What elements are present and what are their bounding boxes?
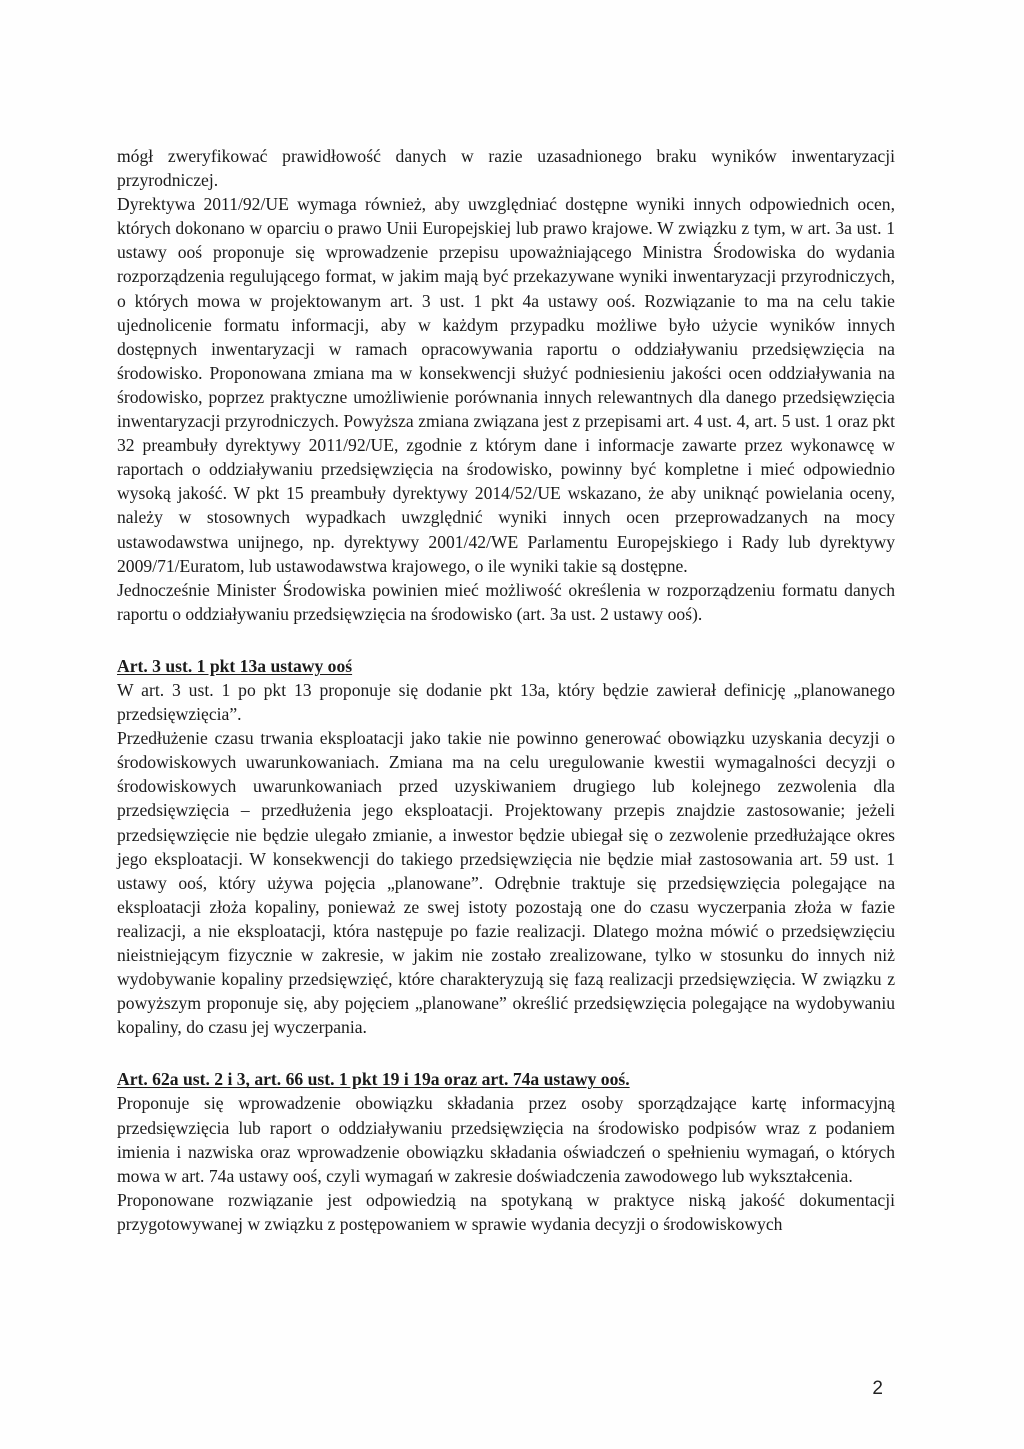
section-heading: Art. 3 ust. 1 pkt 13a ustawy ooś — [117, 655, 353, 676]
paragraph: Proponuje się wprowadzenie obowiązku składania przez osoby sporządzające kartę informacyjną przedsięwzięcia lub raport o oddziaływaniu przedsięwzięcia na środowisko podpisów wraz z podaniem imienia i nazwiska oraz wprowadzenie obowiązku składania oświadczeń o spełnieniu wymagań, o których mowa w art. 74a ustawy ooś, czyli wymagań w zakresie doświadczenia zawodowego lub wykształcenia. — [117, 1093, 895, 1186]
page-number: 2 — [872, 1378, 883, 1399]
paragraph: W art. 3 ust. 1 po pkt 13 proponuje się dodanie pkt 13a, który będzie zawierał definicję „planowanego przedsięwzięcia”. — [117, 679, 895, 725]
section-heading: Art. 62a ust. 2 i 3, art. 66 ust. 1 pkt 19 i 19a oraz art. 74a ustawy ooś. — [117, 1069, 630, 1090]
paragraph: Proponowane rozwiązanie jest odpowiedzią na spotykaną w praktyce niską jakość dokumentacji przygotowywanej w związku z postępowaniem w sprawie wydania decyzji o środowiskowych — [117, 1189, 895, 1234]
paragraph: Przedłużenie czasu trwania eksploatacji jako takie nie powinno generować obowiązku uzyskania decyzji o środowiskowych uwarunkowaniach. Zmiana ma na celu uregulowanie kwestii wymagalności decyzji o środowiskowych uwarunkowaniach przed uzyskiwaniem drugiego lub kolejnego zezwolenia dla przedsięwzięcia – przedłużenia jego eksploatacji. Projektowany przepis znajdzie zastosowanie; jeżeli przedsięwzięcie nie będzie ulegało zmianie, a inwestor będzie ubiegał się o zezwolenie przedłużające okres jego eksploatacji. W konsekwencji do takiego przedsięwzięcia nie będzie miał zastosowania art. 59 ust. 1 ustawy ooś, który używa pojęcia „planowane”. Odrębnie traktuje się przedsięwzięcia polegające na eksploatacji złoża kopaliny, ponieważ ze swej istoty pozostają one do czasu wyczerpania złoża w fazie realizacji, a nie eksploatacji, która następuje po fazie realizacji. Dlatego można mówić o przedsięwzięciu nieistniejącym fizycznie w zakresie, w jakim nie zostało zrealizowane, tylko w stosunku do innych niż wydobywanie kopaliny przedsięwzięć, które charakteryzują się fazą realizacji przedsięwzięcia. W związku z powyższym proponuje się, aby pojęciem „planowane” określić przedsięwzięcia polegające na wydobywaniu kopaliny, do czasu jej wyczerpania. — [117, 728, 895, 1038]
document-body — [117, 144, 895, 1236]
spacer — [117, 1039, 895, 1067]
paragraph: Jednocześnie Minister Środowiska powinien mieć możliwość określenia w rozporządzeniu formatu danych raportu o oddziaływaniu przedsięwzięcia na środowisko (art. 3a ust. 2 ustawy ooś). — [117, 579, 895, 624]
paragraph: Dyrektywa 2011/92/UE wymaga również, aby uwzględniać dostępne wyniki innych odpowiednich ocen, których dokonano w oparciu o prawo Unii Europejskiej lub prawo krajowe. W związku z tym, w art. 3a ust. 1 ustawy ooś proponuje się wprowadzenie przepisu upoważniającego Ministra Środowiska do wydania rozporządzenia regulującego format, w jakim mają być przekazywane wyniki inwentaryzacji przyrodniczych, o których mowa w projektowanym art. 3 ust. 1 pkt 4a ustawy ooś. Rozwiązanie to ma na celu takie ujednolicenie formatu informacji, aby w każdym przypadku możliwe było użycie wyników innych dostępnych inwentaryzacji w ramach opracowywania raportu o oddziaływaniu przedsięwzięcia na środowisko. Proponowana zmiana ma w konsekwencji służyć podniesieniu jakości ocen oddziaływania na środowisko, poprzez praktyczne umożliwienie porównania innych relewantnych dla danego przedsięwzięcia inwentaryzacji przyrodniczych. Powyższa zmiana związana jest z przepisami art. 4 ust. 4, art. 5 ust. 1 oraz pkt 32 preambuły dyrektywy 2011/92/UE, zgodnie z którym dane i informacje zawarte przez wykonawcę w raportach o oddziaływaniu przedsięwzięcia na środowisko, powinny być kompletne i mieć odpowiednio wysoką jakość. W pkt 15 preambuły dyrektywy 2014/52/UE wskazano, że aby uniknąć powielania oceny, należy w stosownych wypadkach uwzględnić wyniki innych ocen przeprowadzanych na mocy ustawodawstwa unijnego, np. dyrektywy 2001/42/WE Parlamentu Europejskiego i Rady lub dyrektywy 2009/71/Euratom, lub ustawodawstwa krajowego, o ile wyniki takie są dostępne. — [117, 194, 895, 576]
paragraph: mógł zweryfikować prawidłowość danych w razie uzasadnionego braku wyników inwentaryzacji przyrodniczej. — [117, 146, 895, 191]
spacer — [117, 626, 895, 654]
